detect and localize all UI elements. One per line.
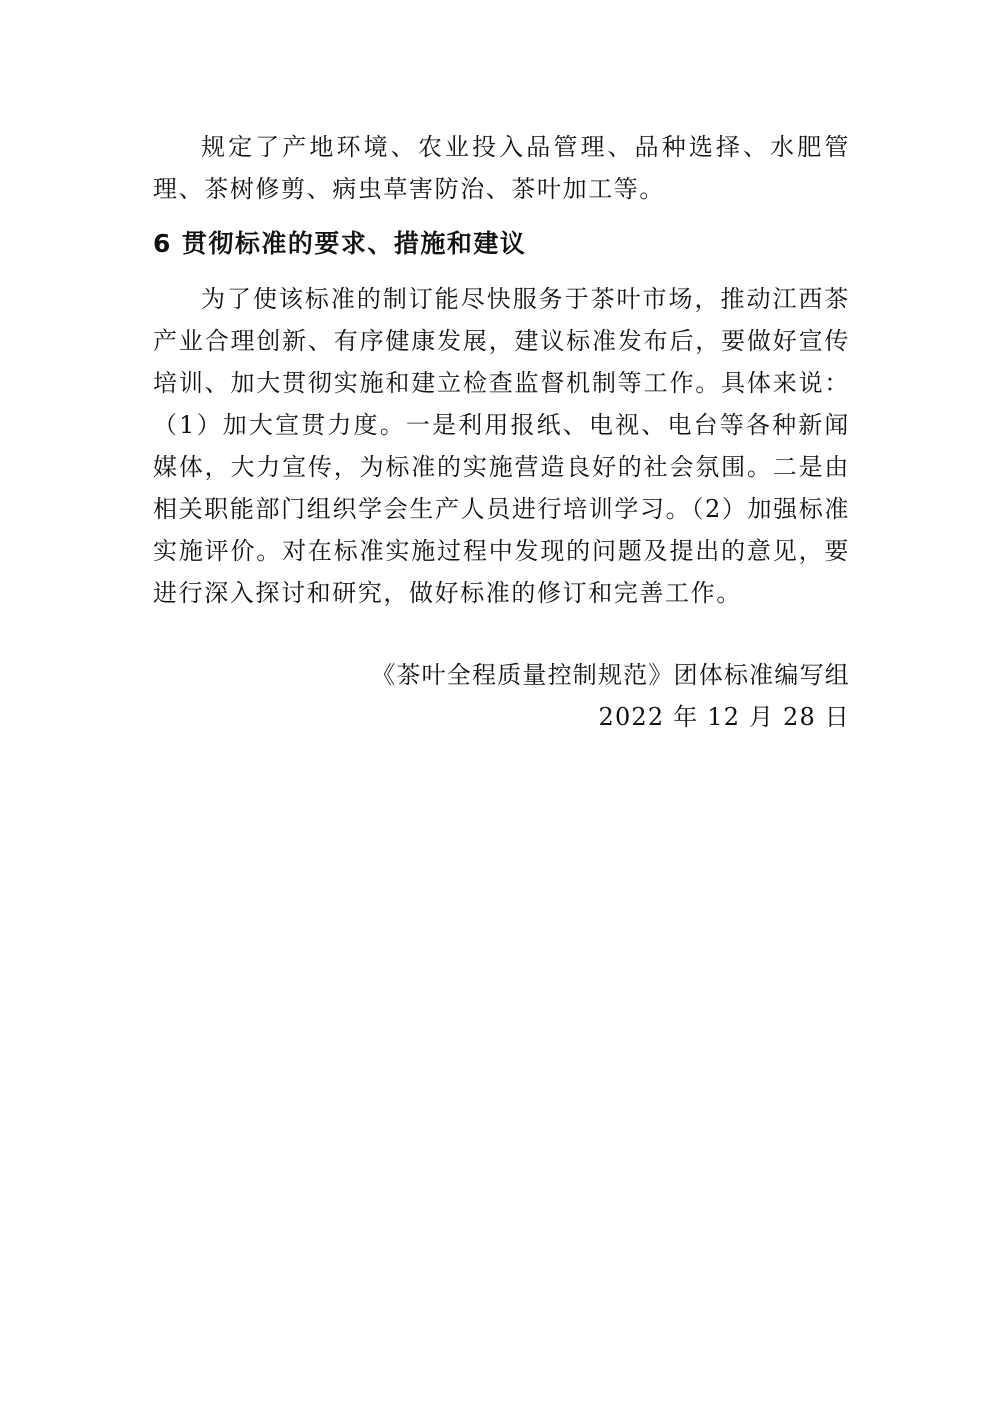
signature-organization: 《茶叶全程质量控制规范》团体标准编写组 <box>371 661 850 689</box>
section-heading <box>153 224 850 264</box>
section-title: 贯彻标准的要求、措施和建议 <box>181 229 527 258</box>
section-number: 6 <box>153 229 172 258</box>
signature-block <box>153 654 850 738</box>
continuation-paragraph: 规定了产地环境、农业投入品管理、品种选择、水肥管理、茶树修剪、病虫草害防治、茶叶加工等。 <box>153 133 850 203</box>
signature-date: 2022 年 12 月 28 日 <box>598 703 850 731</box>
body-paragraph: 为了使该标准的制订能尽快服务于茶叶市场，推动江西茶产业合理创新、有序健康发展，建议标准发布后，要做好宣传培训、加大贯彻实施和建立检查监督机制等工作。具体来说：（1）加大宣贯力度。一是利用报纸、电视、电台等各种新闻媒体，大力宣传，为标准的实施营造良好的社会氛围。二是由相关职能部门组织学会生产人员进行培训学习。（2）加强标准实施评价。对在标准实施过程中发现的问题及提出的意见，要进行深入探讨和研究，做好标准的修订和完善工作。 <box>153 285 850 607</box>
document-content <box>153 126 850 738</box>
